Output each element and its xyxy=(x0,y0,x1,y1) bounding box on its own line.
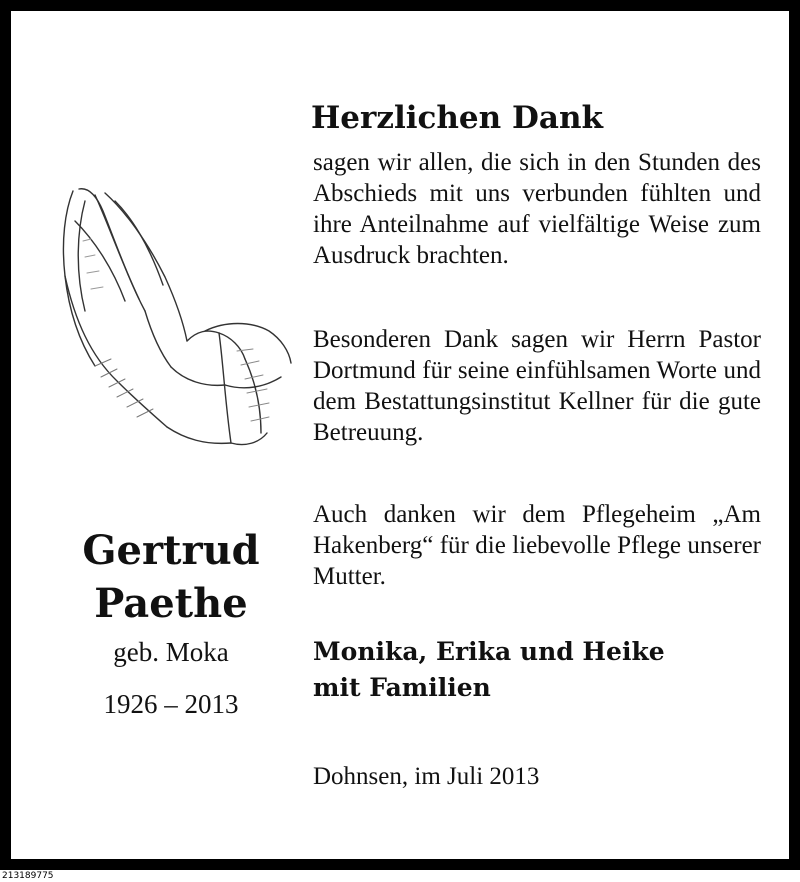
signature-names: Monika, Erika und Heike xyxy=(313,637,665,666)
life-years: 1926 – 2013 xyxy=(103,689,239,719)
deceased-first-name: Gertrud xyxy=(82,527,260,574)
praying-hands-icon xyxy=(55,181,295,456)
thanks-paragraph-2: Besonderen Dank sagen wir Herrn Pastor Dortmund für seine einfühlsamen Worte und dem Bestattungsinstitut Kellner für die gute Betreuung. xyxy=(313,326,761,446)
thank-you-heading: Herzlichen Dank xyxy=(311,100,603,136)
deceased-last-name: Paethe xyxy=(94,580,248,627)
reference-number: 213189775 xyxy=(2,871,54,881)
place-date: Dohnsen, im Juli 2013 xyxy=(313,763,540,790)
thanks-paragraph-1: sagen wir allen, die sich in den Stunden des Abschieds mit uns verbunden fühlten und ihre Anteilnahme auf vielfältige Weise zum Ausdruck brachten. xyxy=(313,149,761,269)
signature-family: mit Familien xyxy=(313,673,491,702)
birth-name: geb. Moka xyxy=(113,637,229,667)
thanks-paragraph-3: Auch danken wir dem Pflegeheim „Am Hakenberg“ für die liebevolle Pflege unserer Mutter. xyxy=(313,501,761,590)
